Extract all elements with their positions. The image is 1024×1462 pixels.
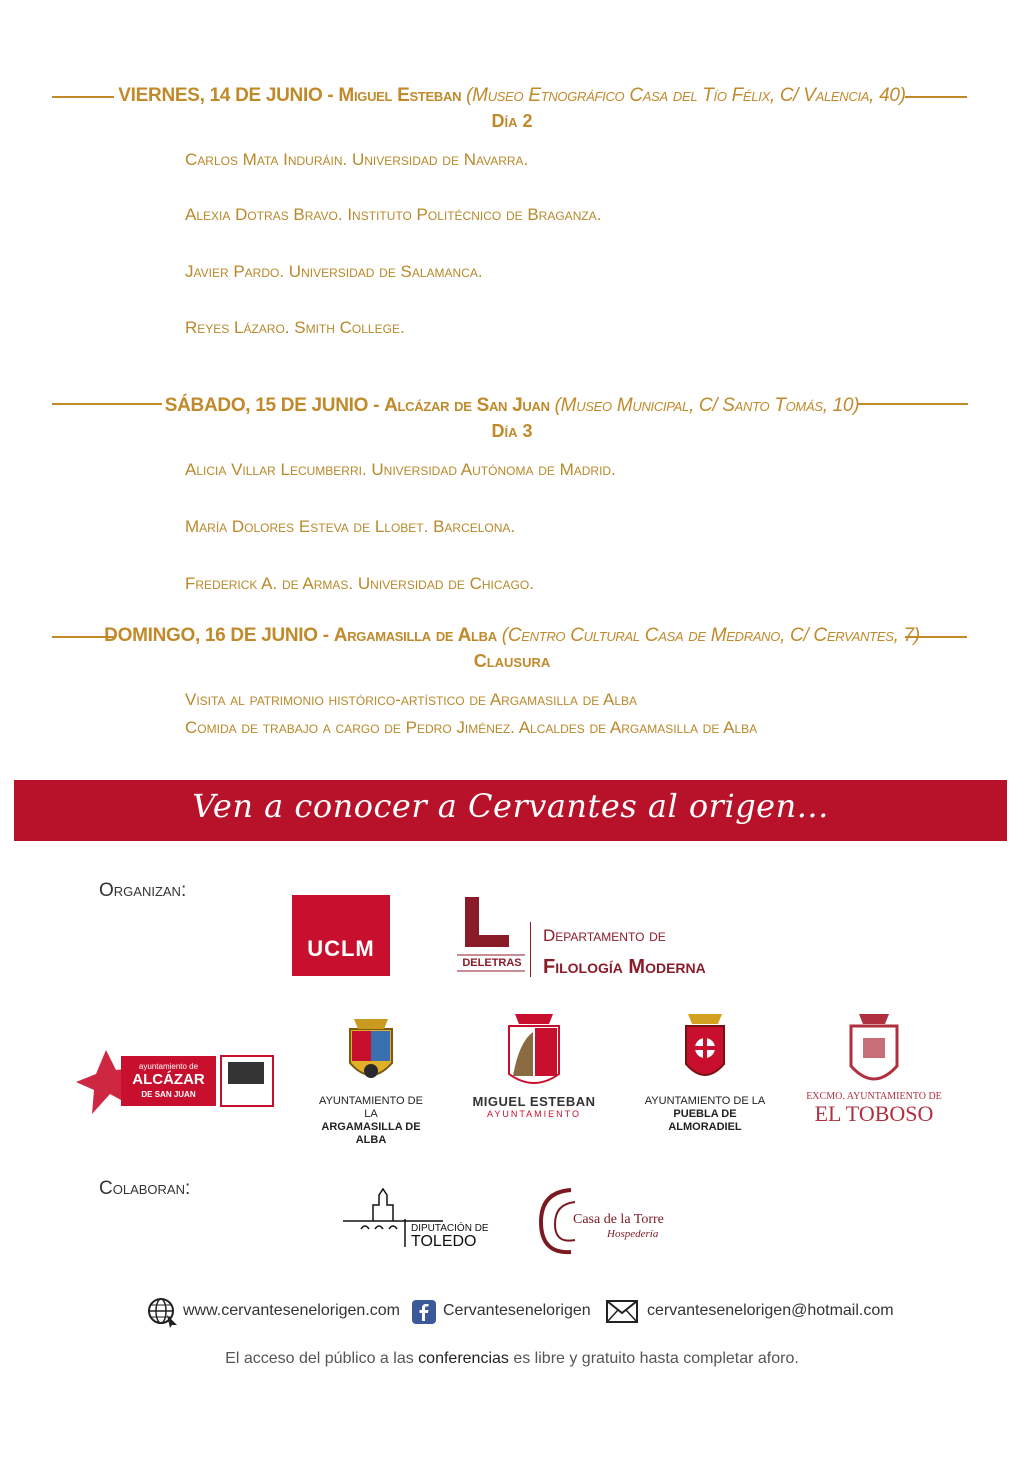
activity: Visita al patrimonio histórico-artístico de Argamasilla de Alba	[185, 690, 638, 709]
slogan-text: Ven a conocer a Cervantes al origen...	[192, 787, 829, 825]
deletras-logo: DELETRAS	[455, 895, 530, 977]
dept-divider	[530, 922, 531, 977]
website-link[interactable]: www.cervantesenelorigen.com	[183, 1302, 400, 1319]
speaker: Javier Pardo. Universidad de Salamanca.	[185, 262, 483, 281]
speaker: Reyes Lázaro. Smith College.	[185, 318, 405, 337]
day-header: VIERNES, 14 DE JUNIO - Miguel Esteban (Museo Etnográfico Casa del Tío Félix, C/ Valencia, 40)	[118, 85, 906, 106]
speaker: Carlos Mata Induráin. Universidad de Navarra.	[185, 150, 529, 169]
globe-icon	[147, 1297, 179, 1329]
day-subtitle: Día 2	[491, 111, 533, 131]
toboso-shield	[845, 1012, 903, 1092]
slogan-banner	[14, 780, 1007, 841]
argamasilla-shield	[340, 1015, 402, 1090]
facebook-link[interactable]: Cervantesenelorigen	[443, 1302, 591, 1319]
colaboran-label: Colaboran:	[99, 1178, 191, 1199]
dept-line2: Filología Moderna	[543, 956, 706, 978]
speaker: Alexia Dotras Bravo. Instituto Politécnico de Braganza.	[185, 205, 602, 224]
speaker: María Dolores Esteva de Llobet. Barcelona.	[185, 517, 516, 536]
alcazar-logo: ayuntamiento de ALCÁZAR DE SAN JUAN	[76, 1048, 276, 1118]
day-header: DOMINGO, 16 DE JUNIO - Argamasilla de Alba (Centro Cultural Casa de Medrano, C/ Cervantes, 7)	[104, 625, 920, 646]
miguel-esteban-caption: MIGUEL ESTEBAN AYUNTAMIENTO	[472, 1094, 596, 1119]
emblem-icon	[505, 1012, 563, 1092]
dept-line1: Departamento de	[543, 926, 666, 945]
speaker: Alicia Villar Lecumberri. Universidad Autónoma de Madrid.	[185, 460, 616, 479]
miguel-esteban-emblem	[505, 1012, 563, 1092]
facebook-icon	[411, 1299, 437, 1325]
shield-icon	[845, 1012, 903, 1092]
shield-icon	[340, 1015, 402, 1090]
puebla-caption: AYUNTAMIENTO DE LA PUEBLA DE ALMORADIEL	[644, 1095, 766, 1133]
mail-icon	[605, 1299, 639, 1325]
casa-torre-logo: Casa de la Torre Hospedería	[535, 1182, 685, 1260]
day-header: SÁBADO, 15 DE JUNIO - Alcázar de San Juan (Museo Municipal, C/ Santo Tomás, 10)	[164, 395, 860, 416]
day-subtitle: Día 3	[491, 421, 533, 441]
access-note: El acceso del público a las conferencias es libre y gratuito hasta completar aforo.	[225, 1350, 799, 1367]
puebla-shield	[680, 1010, 730, 1090]
toboso-caption: EXCMO. AYUNTAMIENTO DE EL TOBOSO	[806, 1091, 942, 1126]
organizan-label: Organizan:	[99, 880, 187, 901]
toledo-logo: DIPUTACIÓN DE TOLEDO	[343, 1183, 493, 1253]
shield-icon	[680, 1010, 730, 1090]
day-subtitle: Clausura	[473, 651, 551, 671]
argamasilla-caption: AYUNTAMIENTO DE LA ARGAMASILLA DE ALBA	[319, 1095, 423, 1146]
speaker: Frederick A. de Armas. Universidad de Chicago.	[185, 574, 534, 593]
email-link[interactable]: cervantesenelorigen@hotmail.com	[647, 1302, 894, 1319]
uclm-logo: UCLM	[292, 895, 390, 976]
activity: Comida de trabajo a cargo de Pedro Jiménez. Alcaldes de Argamasilla de Alba	[185, 718, 758, 737]
